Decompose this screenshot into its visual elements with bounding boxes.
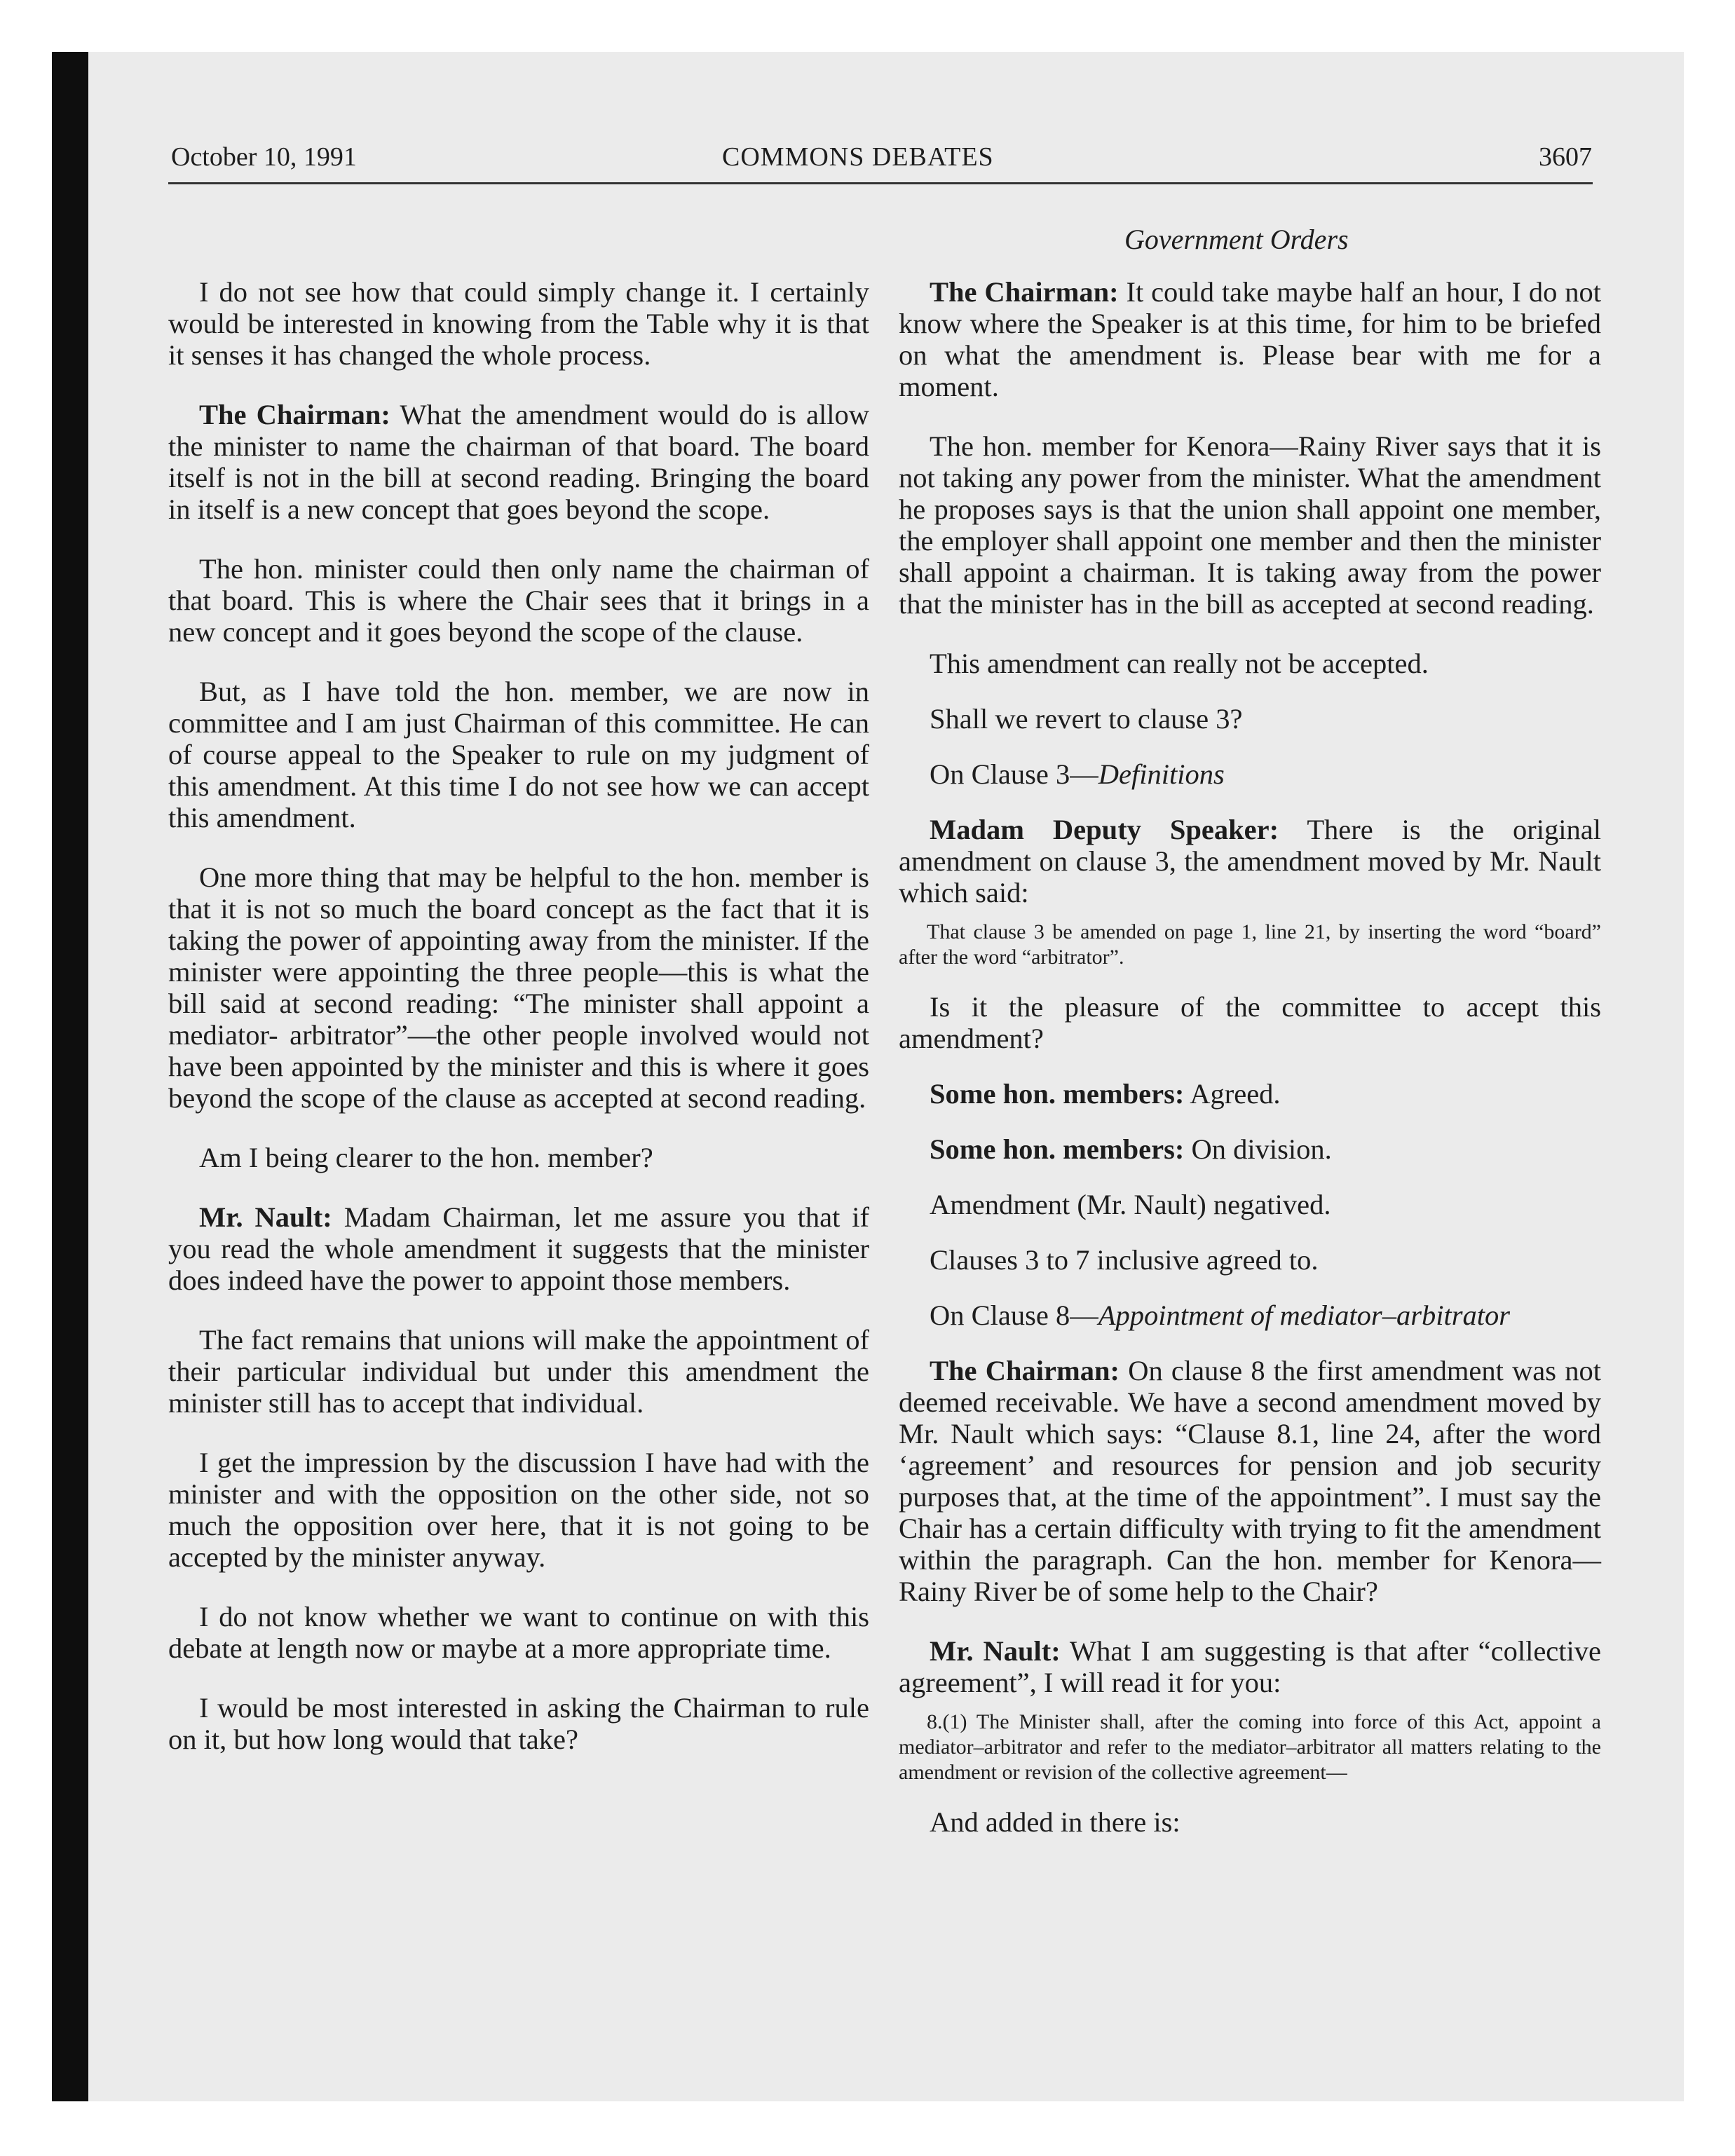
paragraph: This amendment can really not be accepted. — [930, 648, 1429, 679]
header-rule — [168, 182, 1593, 184]
speaker-label: Madam Deputy Speaker: — [930, 814, 1279, 845]
paragraph: And added in there is: — [930, 1806, 1181, 1838]
paragraph: Am I being clearer to the hon. member? — [199, 1142, 653, 1173]
paragraph: One more thing that may be helpful to the hon. member is that it is not so much the board concept as the fact that it is taking the power of appointing away from the minister. If the minister were appointing the three people—this is what the bill said at second reading: “The minister shall appoint a mediator- arbitrator”—the other people involved would not have been appointed by the minister and this is where it goes beyond the scope of the clause as accepted at second reading. — [168, 861, 869, 1114]
speaker-label: The Chairman: — [930, 276, 1119, 308]
left-column — [168, 276, 869, 1783]
quoted-amendment: That clause 3 be amended on page 1, line 21, by inserting the word “board” after the word “arbitrator”. — [899, 920, 1601, 969]
paragraph: Mr. Nault: What I am suggesting is that after “collective agreement”, I will read it for you: — [899, 1635, 1602, 1698]
section-title: Government Orders — [1124, 224, 1349, 255]
speaker-label: The Chairman: — [930, 1355, 1120, 1386]
scan-binding-edge — [52, 52, 88, 2101]
paragraph: Is it the pleasure of the committee to accept this amendment? — [899, 991, 1601, 1054]
header-title: COMMONS DEBATES — [722, 142, 994, 172]
paragraph: Some hon. members: Agreed. — [930, 1078, 1281, 1110]
paragraph: Mr. Nault: Madam Chairman, let me assure you that if you read the whole amendment it suggests that the minister does indeed have the power to appoint those members. — [168, 1201, 870, 1296]
right-column — [899, 276, 1601, 1862]
paragraph: Madam Deputy Speaker: There is the original amendment on clause 3, the amendment moved by Mr. Nault which said: — [899, 814, 1601, 908]
speaker-label: Mr. Nault: — [930, 1635, 1061, 1667]
paragraph: The Chairman: What the amendment would do is allow the minister to name the chairman of that board. The board itself is not in the bill at second reading. Bringing the board in itself is a new concept that goes beyond the scope. — [168, 399, 869, 525]
paragraph: Shall we revert to clause 3? — [930, 703, 1243, 735]
speaker-label: Some hon. members: — [930, 1133, 1185, 1165]
paragraph: Clauses 3 to 7 inclusive agreed to. — [930, 1244, 1319, 1276]
page-number: 3607 — [1539, 142, 1592, 172]
paragraph: The Chairman: On clause 8 the first amendment was not deemed receivable. We have a second amendment moved by Mr. Nault which says: “Clause 8.1, line 24, after the word ‘agreement’ and resources for pension and job security purposes that, at the time of the appointment”. I must say the Chair has a certain difficulty with trying to fit the amendment within the paragraph. Can the hon. member for Kenora—Rainy River be of some help to the Chair? — [899, 1355, 1602, 1607]
paragraph: I get the impression by the discussion I have had with the minister and with the opposition on the other side, not so much the opposition over here, that it is not going to be accepted by the minister anyway. — [168, 1447, 869, 1573]
paragraph: Some hon. members: On division. — [930, 1133, 1332, 1165]
paragraph: But, as I have told the hon. member, we are now in committee and I am just Chairman of this committee. He can of course appeal to the Speaker to rule on my judgment of this amendment. At this time I do not see how we can accept this amendment. — [168, 676, 869, 833]
quoted-clause: 8.(1) The Minister shall, after the coming into force of this Act, appoint a mediator–arbitrator and refer to the mediator–arbitrator all matters relating to the amendment or revision of the collective agreement— — [899, 1710, 1601, 1784]
clause-heading: On Clause 8—Appointment of mediator–arbitrator — [930, 1299, 1510, 1331]
speaker-label: Mr. Nault: — [199, 1201, 332, 1233]
speaker-label: Some hon. members: — [930, 1078, 1185, 1110]
header-date: October 10, 1991 — [171, 142, 357, 172]
paragraph: I would be most interested in asking the Chairman to rule on it, but how long would that take? — [168, 1692, 869, 1755]
paragraph: I do not see how that could simply change it. I certainly would be interested in knowing from the Table why it is that it senses it has changed the whole process. — [168, 276, 869, 371]
paragraph: I do not know whether we want to continue on with this debate at length now or maybe at a more appropriate time. — [168, 1601, 869, 1664]
paragraph: Amendment (Mr. Nault) negatived. — [930, 1189, 1331, 1220]
paragraph: The hon. minister could then only name the chairman of that board. This is where the Chair sees that it brings in a new concept and it goes beyond the scope of the clause. — [168, 553, 869, 648]
clause-heading: On Clause 3—Definitions — [930, 758, 1225, 790]
paragraph: The Chairman: It could take maybe half an hour, I do not know where the Speaker is at this time, for him to be briefed on what the amendment is. Please bear with me for a moment. — [899, 276, 1602, 402]
paragraph: The fact remains that unions will make the appointment of their particular individual but under this amendment the minister still has to accept that individual. — [168, 1324, 869, 1419]
speaker-label: The Chairman: — [199, 399, 390, 430]
paragraph: The hon. member for Kenora—Rainy River says that it is not taking any power from the minister. What the amendment he proposes says is that the union shall appoint one member, the employer shall appoint one member and then the minister shall appoint a chairman. It is taking away from the power that the minister has in the bill as accepted at second reading. — [899, 430, 1601, 620]
